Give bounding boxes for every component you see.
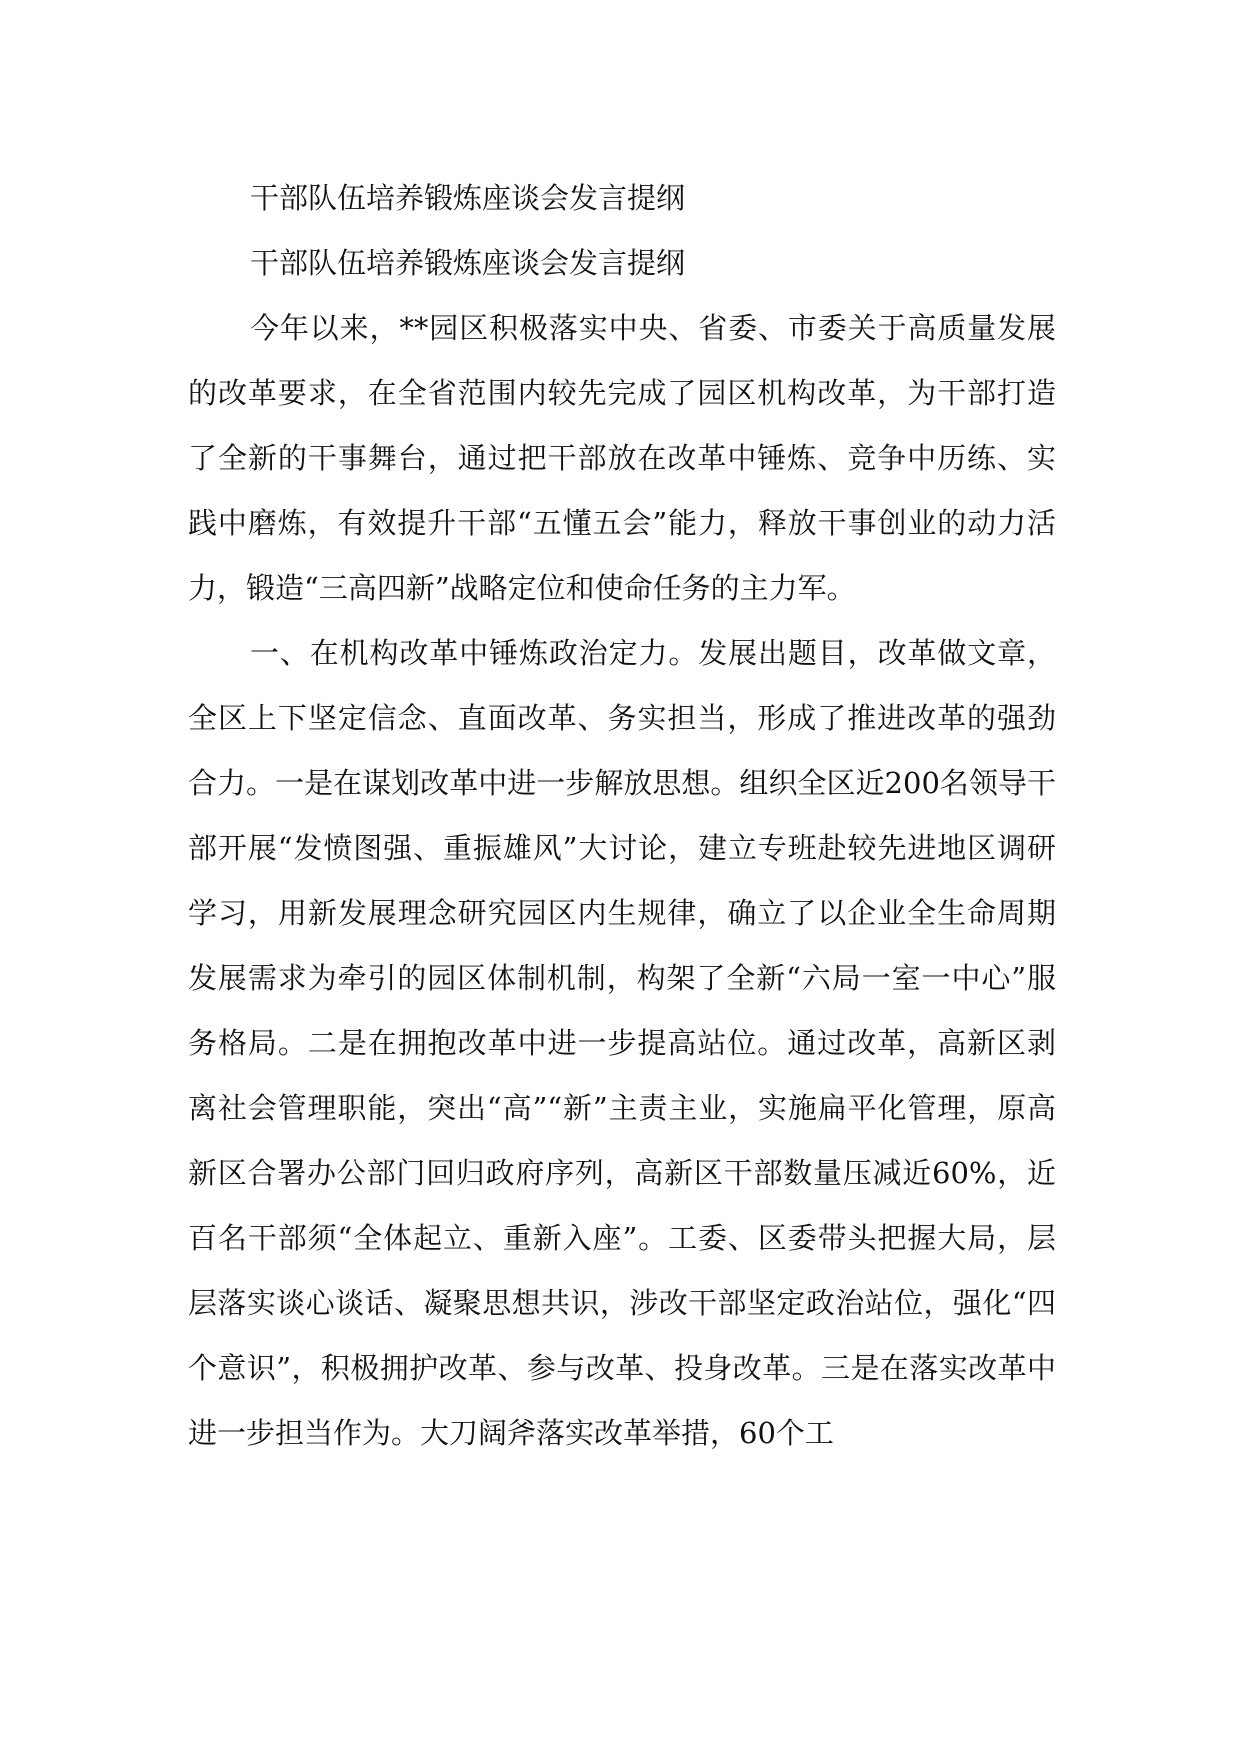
document-title: 干部队伍培养锻炼座谈会发言提纲 <box>250 181 686 215</box>
document-subtitle: 干部队伍培养锻炼座谈会发言提纲 <box>250 246 686 280</box>
paragraph-section-one: 一、在机构改革中锤炼政治定力。发展出题目，改革做文章，全区上下坚定信念、直面改革、务实担当，形成了推进改革的强劲合力。一是在谋划改革中进一步解放思想。组织全区近200名领导干部开展“发愤图强、重振雄风”大讨论，建立专班赴较先进地区调研学习，用新发展理念研究园区内生规律，确立了以企业全生命周期发展需求为牵引的园区体制机制，构架了全新“六局一室一中心”服务格局。二是在拥抱改革中进一步提高站位。通过改革，高新区剥离社会管理职能，突出“高”“新”主责主业，实施扁平化管理，原高新区合署办公部门回归政府序列，高新区干部数量压减近60%，近百名干部须“全体起立、重新入座”。工委、区委带头把握大局，层层落实谈心谈话、凝聚思想共识，涉改干部坚定政治站位，强化“四个意识”，积极拥护改革、参与改革、投身改革。三是在落实改革中进一步担当作为。大刀阔斧落实改革举措，60个工 <box>188 636 1056 1450</box>
document-body <box>188 166 1056 1466</box>
paragraph-intro: 今年以来，**园区积极落实中央、省委、市委关于高质量发展的改革要求，在全省范围内较先完成了园区机构改革，为干部打造了全新的干事舞台，通过把干部放在改革中锤炼、竞争中历练、实践中磨炼，有效提升干部“五懂五会”能力，释放干事创业的动力活力，锻造“三高四新”战略定位和使命任务的主力军。 <box>188 311 1056 605</box>
